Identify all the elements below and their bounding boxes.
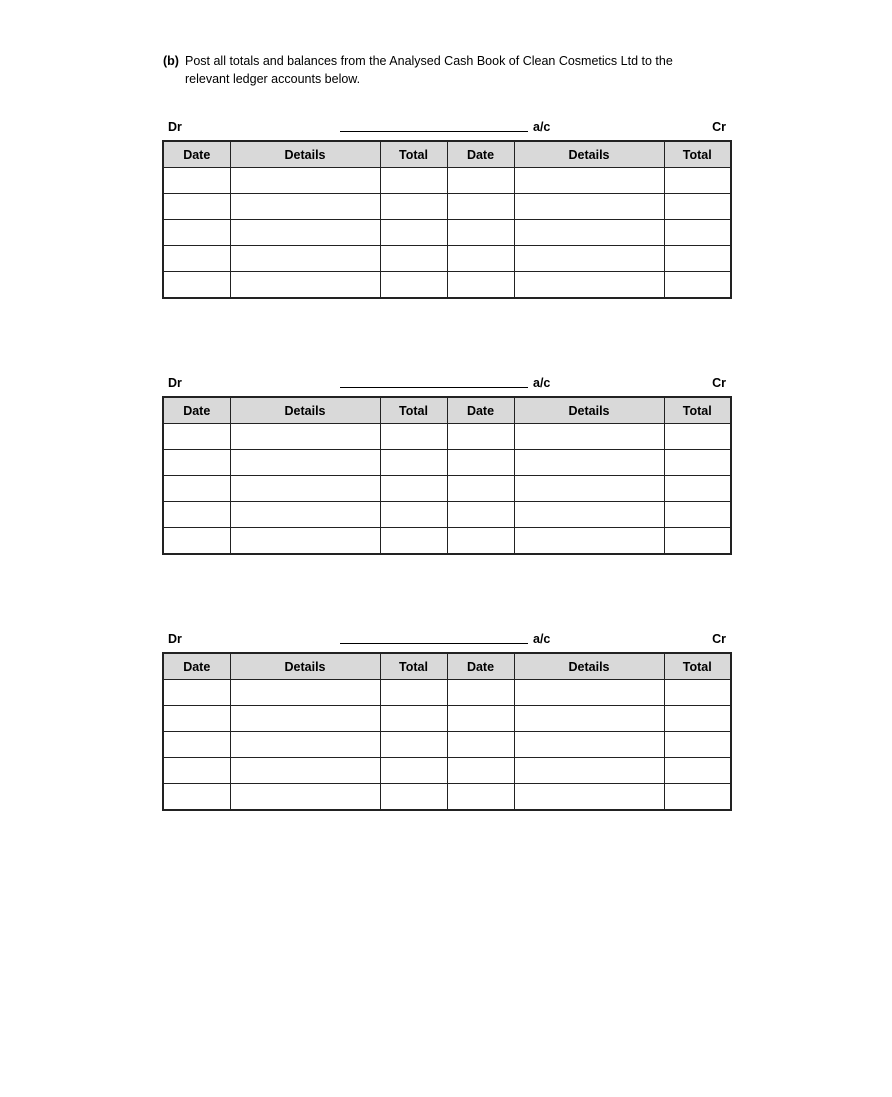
cr-date-header: Date bbox=[447, 141, 514, 168]
table-cell[interactable] bbox=[447, 476, 514, 502]
table-cell[interactable] bbox=[380, 272, 447, 299]
table-cell[interactable] bbox=[664, 450, 731, 476]
account-suffix: a/c bbox=[533, 632, 551, 646]
table-cell[interactable] bbox=[664, 706, 731, 732]
credit-label: Cr bbox=[712, 376, 726, 390]
table-cell[interactable] bbox=[514, 450, 664, 476]
table-cell[interactable] bbox=[163, 680, 230, 706]
table-cell[interactable] bbox=[447, 732, 514, 758]
cr-details-header: Details bbox=[514, 397, 664, 424]
table-row bbox=[163, 784, 731, 811]
table-cell[interactable] bbox=[230, 220, 380, 246]
table-row bbox=[163, 424, 731, 450]
table-cell[interactable] bbox=[664, 476, 731, 502]
debit-label: Dr bbox=[168, 120, 182, 134]
cr-total-header: Total bbox=[664, 653, 731, 680]
ledger-account-1 bbox=[162, 116, 732, 299]
table-cell[interactable] bbox=[163, 272, 230, 299]
cr-date-header: Date bbox=[447, 397, 514, 424]
dr-details-header: Details bbox=[230, 397, 380, 424]
table-cell[interactable] bbox=[230, 528, 380, 555]
dr-total-header: Total bbox=[380, 653, 447, 680]
table-cell[interactable] bbox=[380, 784, 447, 811]
table-row bbox=[163, 528, 731, 555]
question-text bbox=[163, 52, 763, 88]
table-cell[interactable] bbox=[447, 450, 514, 476]
table-cell[interactable] bbox=[514, 168, 664, 194]
table-cell[interactable] bbox=[380, 476, 447, 502]
table-cell[interactable] bbox=[230, 732, 380, 758]
table-cell[interactable] bbox=[447, 424, 514, 450]
account-suffix: a/c bbox=[533, 120, 551, 134]
account-name-blank[interactable] bbox=[340, 387, 528, 388]
table-cell[interactable] bbox=[163, 194, 230, 220]
table-cell[interactable] bbox=[447, 194, 514, 220]
table-row bbox=[163, 220, 731, 246]
table-row bbox=[163, 706, 731, 732]
table-cell[interactable] bbox=[447, 272, 514, 299]
table-cell[interactable] bbox=[514, 220, 664, 246]
table-row bbox=[163, 758, 731, 784]
table-cell[interactable] bbox=[664, 680, 731, 706]
account-suffix: a/c bbox=[533, 376, 551, 390]
table-cell[interactable] bbox=[447, 220, 514, 246]
table-cell[interactable] bbox=[230, 784, 380, 811]
table-cell[interactable] bbox=[447, 706, 514, 732]
table-cell[interactable] bbox=[380, 502, 447, 528]
table-cell[interactable] bbox=[163, 732, 230, 758]
cr-date-header: Date bbox=[447, 653, 514, 680]
table-cell[interactable] bbox=[514, 272, 664, 299]
table-row bbox=[163, 272, 731, 299]
dr-total-header: Total bbox=[380, 397, 447, 424]
debit-label: Dr bbox=[168, 376, 182, 390]
table-cell[interactable] bbox=[163, 758, 230, 784]
table-cell[interactable] bbox=[230, 476, 380, 502]
question-label: (b) bbox=[163, 54, 179, 68]
table-cell[interactable] bbox=[163, 528, 230, 555]
table-cell[interactable] bbox=[447, 168, 514, 194]
table-header-row bbox=[163, 397, 731, 424]
question-line-1: Post all totals and balances from the Analysed Cash Book of Clean Cosmetics Ltd to the bbox=[185, 54, 673, 68]
table-cell[interactable] bbox=[664, 246, 731, 272]
table-cell[interactable] bbox=[230, 272, 380, 299]
table-cell[interactable] bbox=[664, 424, 731, 450]
table-cell[interactable] bbox=[447, 246, 514, 272]
table-cell[interactable] bbox=[447, 758, 514, 784]
table-cell[interactable] bbox=[163, 476, 230, 502]
table-cell[interactable] bbox=[514, 758, 664, 784]
table-cell[interactable] bbox=[230, 246, 380, 272]
table-row bbox=[163, 450, 731, 476]
table-cell[interactable] bbox=[664, 194, 731, 220]
table-cell[interactable] bbox=[664, 168, 731, 194]
table-row bbox=[163, 732, 731, 758]
table-cell[interactable] bbox=[380, 168, 447, 194]
credit-label: Cr bbox=[712, 120, 726, 134]
dr-details-header: Details bbox=[230, 141, 380, 168]
table-cell[interactable] bbox=[380, 732, 447, 758]
table-cell[interactable] bbox=[447, 680, 514, 706]
dr-total-header: Total bbox=[380, 141, 447, 168]
table-cell[interactable] bbox=[514, 784, 664, 811]
ledger-account-2 bbox=[162, 372, 732, 555]
dr-details-header: Details bbox=[230, 653, 380, 680]
dr-date-header: Date bbox=[163, 397, 230, 424]
ledger-table bbox=[162, 140, 732, 299]
debit-label: Dr bbox=[168, 632, 182, 646]
table-cell[interactable] bbox=[230, 706, 380, 732]
table-row bbox=[163, 680, 731, 706]
table-cell[interactable] bbox=[380, 194, 447, 220]
table-cell[interactable] bbox=[163, 220, 230, 246]
account-header bbox=[162, 116, 732, 140]
table-header-row bbox=[163, 141, 731, 168]
table-cell[interactable] bbox=[380, 450, 447, 476]
account-name-blank[interactable] bbox=[340, 131, 528, 132]
table-cell[interactable] bbox=[380, 758, 447, 784]
table-cell[interactable] bbox=[163, 424, 230, 450]
table-cell[interactable] bbox=[514, 194, 664, 220]
table-cell[interactable] bbox=[380, 220, 447, 246]
table-cell[interactable] bbox=[163, 246, 230, 272]
cr-details-header: Details bbox=[514, 141, 664, 168]
account-name-blank[interactable] bbox=[340, 643, 528, 644]
dr-date-header: Date bbox=[163, 141, 230, 168]
ledger-account-3 bbox=[162, 628, 732, 811]
table-cell[interactable] bbox=[514, 476, 664, 502]
ledger-table bbox=[162, 396, 732, 555]
table-cell[interactable] bbox=[447, 784, 514, 811]
table-row bbox=[163, 246, 731, 272]
table-cell[interactable] bbox=[664, 784, 731, 811]
cr-total-header: Total bbox=[664, 397, 731, 424]
table-row bbox=[163, 168, 731, 194]
table-cell[interactable] bbox=[230, 758, 380, 784]
table-cell[interactable] bbox=[380, 246, 447, 272]
table-cell[interactable] bbox=[163, 706, 230, 732]
dr-date-header: Date bbox=[163, 653, 230, 680]
table-row bbox=[163, 194, 731, 220]
account-header bbox=[162, 372, 732, 396]
table-row bbox=[163, 476, 731, 502]
table-cell[interactable] bbox=[380, 424, 447, 450]
ledger-table bbox=[162, 652, 732, 811]
table-cell[interactable] bbox=[664, 528, 731, 555]
table-cell[interactable] bbox=[230, 194, 380, 220]
table-cell[interactable] bbox=[664, 220, 731, 246]
table-cell[interactable] bbox=[664, 758, 731, 784]
cr-total-header: Total bbox=[664, 141, 731, 168]
table-cell[interactable] bbox=[230, 450, 380, 476]
question-line-2: relevant ledger accounts below. bbox=[185, 72, 361, 86]
table-cell[interactable] bbox=[163, 450, 230, 476]
table-cell[interactable] bbox=[447, 528, 514, 555]
table-cell[interactable] bbox=[514, 246, 664, 272]
table-cell[interactable] bbox=[163, 168, 230, 194]
table-cell[interactable] bbox=[664, 502, 731, 528]
table-cell[interactable] bbox=[514, 706, 664, 732]
table-cell[interactable] bbox=[380, 680, 447, 706]
table-cell[interactable] bbox=[230, 424, 380, 450]
table-cell[interactable] bbox=[230, 168, 380, 194]
table-row bbox=[163, 502, 731, 528]
account-header bbox=[162, 628, 732, 652]
table-cell[interactable] bbox=[447, 502, 514, 528]
table-cell[interactable] bbox=[664, 732, 731, 758]
cr-details-header: Details bbox=[514, 653, 664, 680]
table-cell[interactable] bbox=[514, 424, 664, 450]
table-cell[interactable] bbox=[230, 502, 380, 528]
table-cell[interactable] bbox=[514, 502, 664, 528]
table-cell[interactable] bbox=[230, 680, 380, 706]
table-cell[interactable] bbox=[514, 732, 664, 758]
table-cell[interactable] bbox=[514, 680, 664, 706]
table-cell[interactable] bbox=[163, 502, 230, 528]
table-cell[interactable] bbox=[380, 706, 447, 732]
table-cell[interactable] bbox=[514, 528, 664, 555]
table-cell[interactable] bbox=[380, 528, 447, 555]
table-cell[interactable] bbox=[163, 784, 230, 811]
credit-label: Cr bbox=[712, 632, 726, 646]
table-cell[interactable] bbox=[664, 272, 731, 299]
table-header-row bbox=[163, 653, 731, 680]
